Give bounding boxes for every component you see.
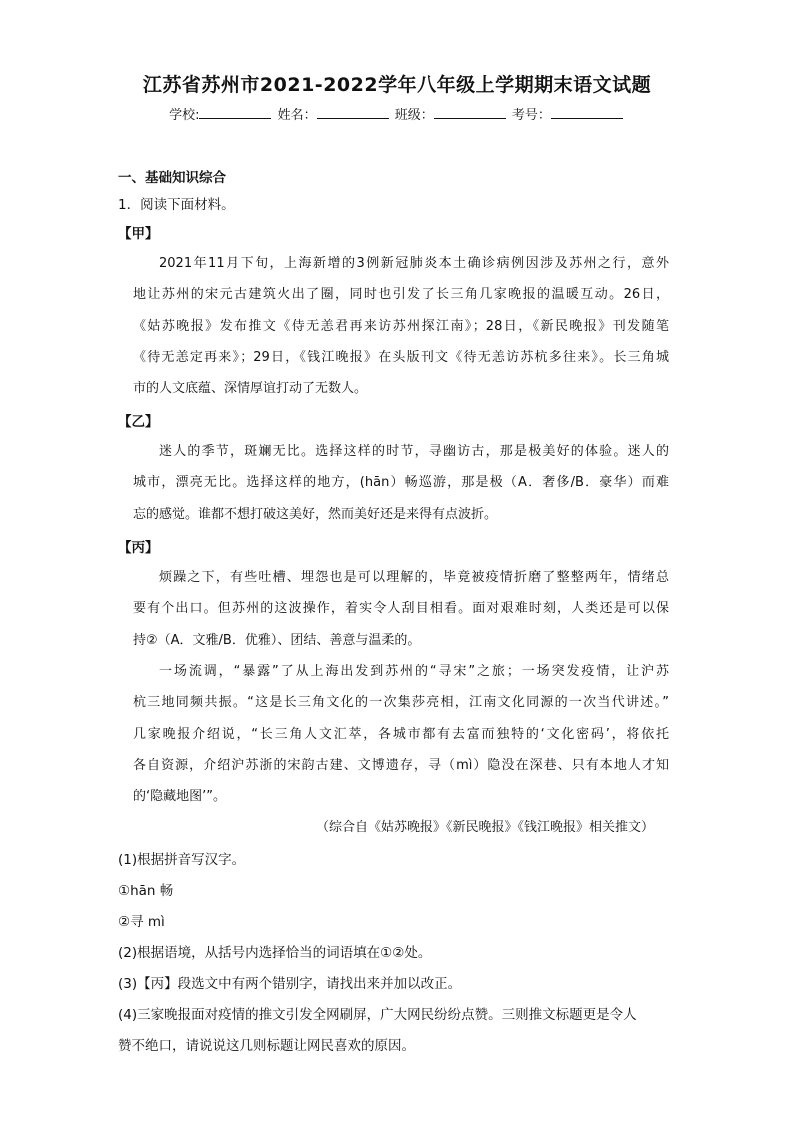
text-line: 迷人的季节，斑斓无比。选择这样的时节，寻幽访古，那是极美好的体验。迷人的 [159, 444, 669, 459]
material-bing-label: 【丙】 [118, 540, 159, 556]
name-blank[interactable] [317, 106, 389, 119]
text-line: 城市，漂亮无比。选择这样的地方，(hān）畅巡游，那是极（A．奢侈/B．豪华）而难 [133, 475, 669, 491]
text-line: 杭三地同频共振。“这是长三角文化的一次集莎亮相，江南文化同源的一次当代讲述。” [133, 695, 669, 711]
text-line: 要有个出口。但苏州的这波操作，着实令人刮目相看。面对艰难时刻，人类还是可以保 [133, 601, 669, 617]
material-yi-label: 【乙】 [118, 414, 159, 430]
material-source: （综合自《姑苏晚报》《新民晚报》《钱江晚报》相关推文） [315, 820, 654, 835]
text-line: 《姑苏晚报》发布推文《侍无恙君再来访苏州探江南》；28日，《新民晚报》刊发随笔 [133, 318, 669, 334]
section-heading: 一、基础知识综合 [118, 170, 226, 186]
exam-number-label: 考号： [511, 108, 551, 123]
question-1-1: (1)根据拼音写汉字。 [118, 852, 246, 868]
text-line: 烦躁之下，有些吐槽、埋怨也是可以理解的，毕竟被疫情折磨了整整两年，情绪总 [159, 570, 669, 585]
question-1-4: (4)三家晚报面对疫情的推文引发全网刷屏，广大网民纷纷点赞。三则推文标题更是令人 [118, 1007, 637, 1023]
question-1-intro: 1．阅读下面材料。 [118, 197, 235, 213]
class-blank[interactable] [434, 106, 506, 119]
school-blank[interactable] [199, 106, 271, 119]
exam-number-blank[interactable] [551, 106, 623, 119]
page-title: 江苏省苏州市2021-2022学年八年级上学期期末语文试题 [142, 74, 652, 96]
material-bing-paragraph-2 [133, 656, 669, 812]
text-line: 《待无恙定再来》；29日，《钱江晚报》在头版刊文《待无恙访苏杭多往来》。长三角城 [133, 349, 669, 365]
text-line: 持②（A．文雅/B．优雅）、团结、善意与温柔的。 [133, 632, 421, 648]
text-line: 忘的感觉。谁都不想打破这美好，然而美好还是来得有点波折。 [133, 506, 498, 522]
name-label: 姓名： [277, 108, 317, 123]
question-1-1-a: ①hān 畅 [118, 883, 174, 899]
text-line: 几家晚报介绍说，“长三角人文汇萃，各城市都有去富而独特的‘文化密码’，将依托 [133, 726, 669, 742]
question-1-4-continued: 赞不绝口，请说说这几则标题让网民喜欢的原因。 [118, 1038, 415, 1054]
question-1-2: (2)根据语境，从括号内选择恰当的词语填在①②处。 [118, 945, 432, 961]
material-bing-paragraph-1 [133, 562, 669, 656]
text-line: 各自资源，介绍沪苏浙的宋韵古建、文博遗存，寻（mì）隐没在深巷、只有本地人才知 [133, 757, 669, 773]
text-line: 的‘隐藏地图’”。 [133, 789, 226, 805]
class-label: 班级： [394, 108, 434, 123]
text-line: 一场流调，“暴露”了从上海出发到苏州的“寻宋”之旅；一场突发疫情，让沪苏 [159, 664, 669, 679]
text-line: 市的人文底蕴、深情厚谊打动了无数人。 [133, 381, 368, 397]
material-jia-label: 【甲】 [118, 226, 159, 242]
question-1-1-b: ②寻 mì [118, 914, 165, 930]
text-line: 2021年11月下旬，上海新增的3例新冠肺炎本土确诊病例因涉及苏州之行，意外 [159, 256, 669, 271]
material-yi-paragraph [133, 436, 669, 530]
school-label: 学校: [169, 108, 200, 123]
material-jia-paragraph [133, 248, 669, 404]
student-info-line [0, 104, 794, 123]
question-1-3: (3)【丙】段选文中有两个错别字，请找出来并加以改正。 [118, 976, 462, 992]
text-line: 地让苏州的宋元古建筑火出了圈，同时也引发了长三角几家晚报的温暖互动。26日， [133, 287, 669, 303]
